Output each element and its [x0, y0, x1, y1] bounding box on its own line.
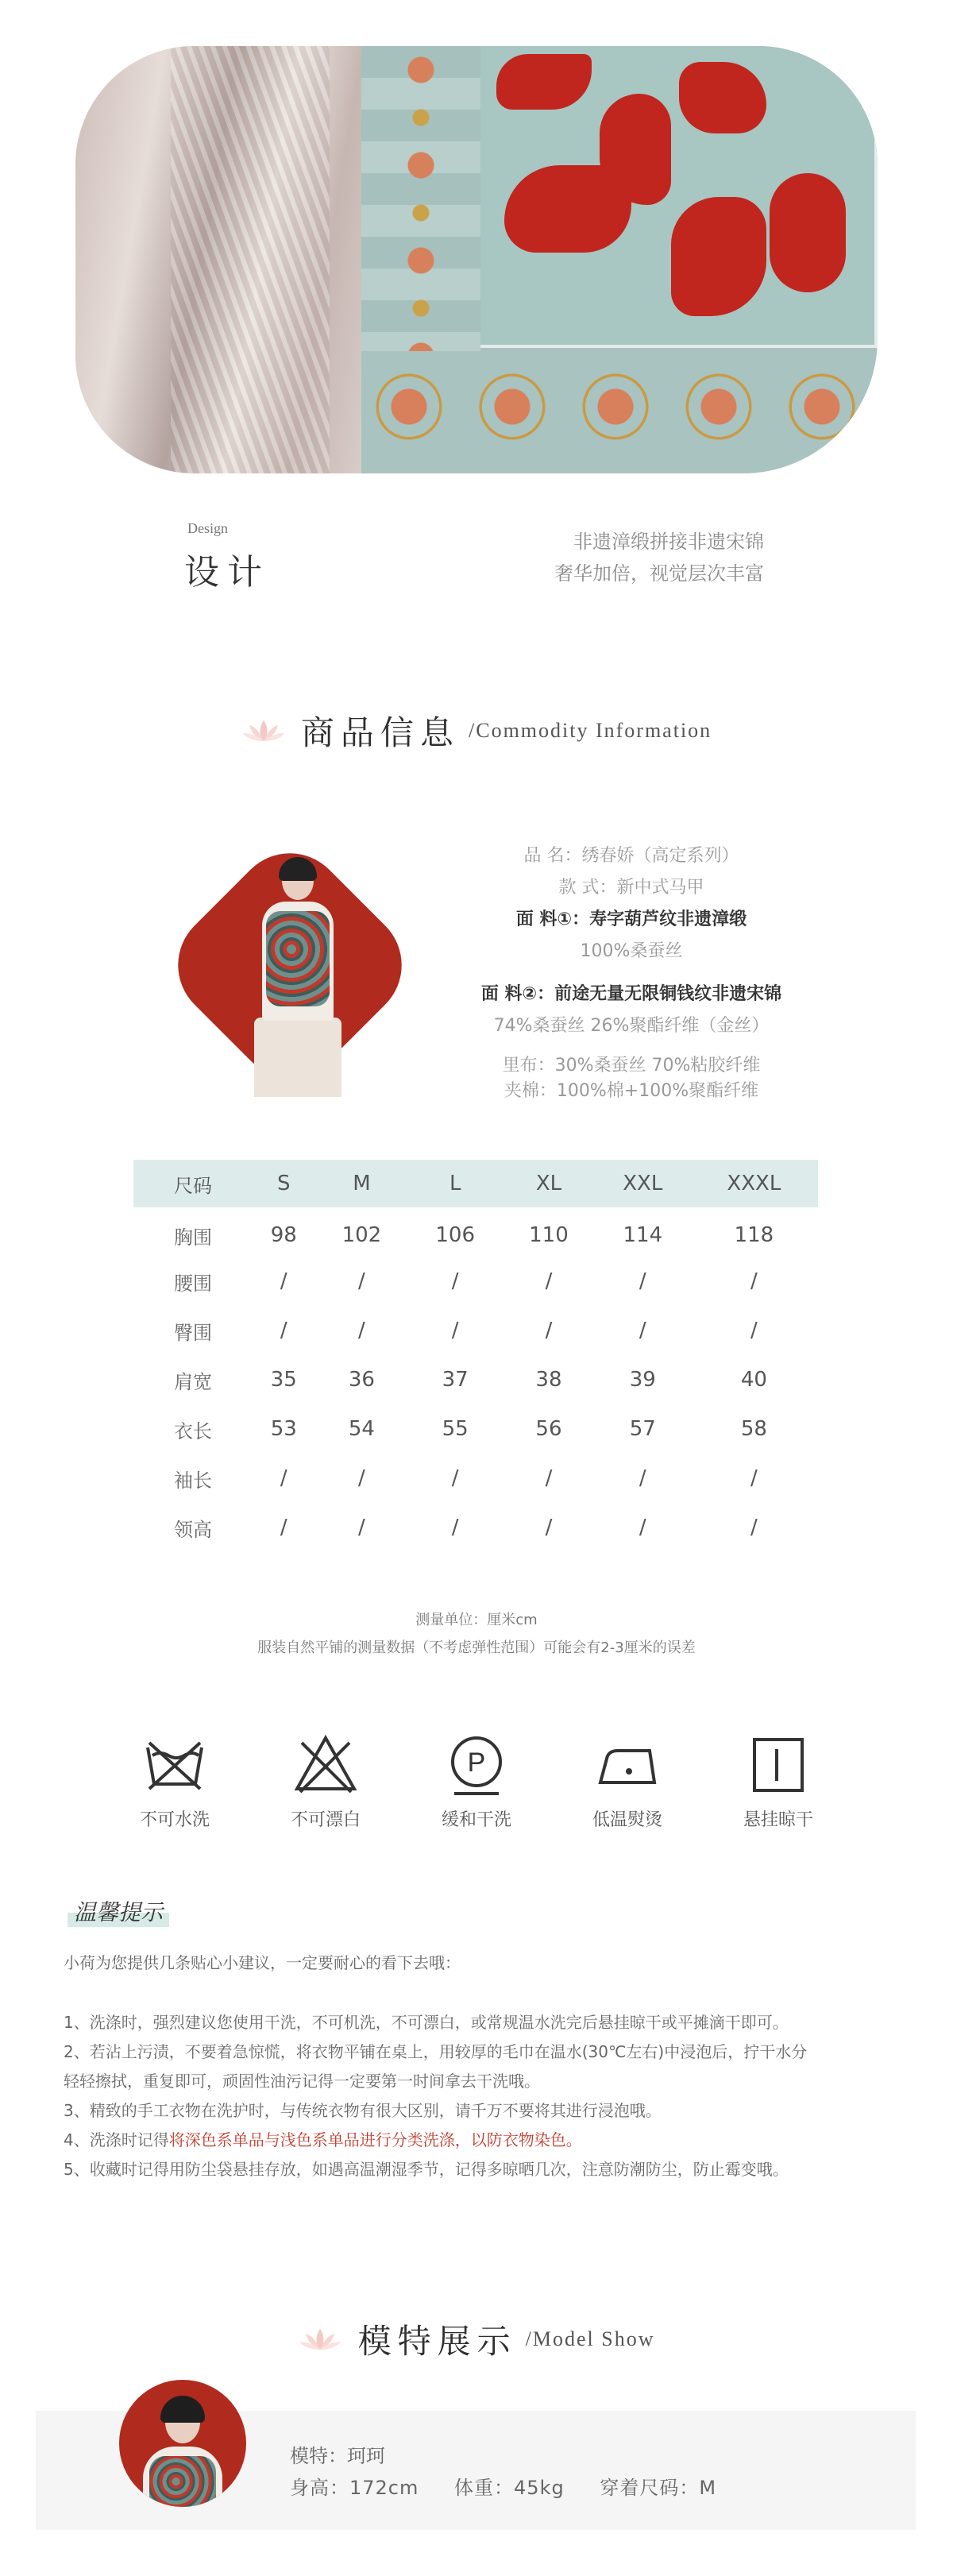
- product-info-block: [445, 840, 818, 1104]
- list-item: 轻轻擦拭，重复即可，顽固性油污记得一定要第一时间拿去干洗哦。: [64, 2072, 540, 2091]
- model-size: 穿着尺码：M: [600, 2477, 717, 2499]
- lotus-icon: [241, 719, 286, 743]
- design-title: 设计: [184, 552, 270, 593]
- fabric-closeup-image: [75, 46, 878, 473]
- care-gentle-dry-clean: P 缓和干洗: [421, 1732, 532, 1831]
- fabric-1-composition: 100%桑蚕丝: [580, 941, 683, 961]
- care-no-bleach: 不可漂白: [270, 1732, 381, 1831]
- fabric-1: 面 料①：寿字葫芦纹非遗漳缎: [515, 910, 747, 929]
- fabric-2: 面 料②：前途无量无限铜钱纹非遗宋锦: [480, 984, 782, 1004]
- longevity-seal-motif: [770, 173, 846, 292]
- no-wash-icon: [141, 1732, 208, 1798]
- design-label-en: Design: [187, 520, 228, 536]
- model-show-header: 模特展示 /Model Show: [0, 2315, 953, 2363]
- tips-title: 温馨提示: [68, 1895, 169, 1927]
- tips-intro: 小荷为您提供几条贴心小建议，一定要耐心的看下去哦：: [64, 1953, 461, 1972]
- list-item: 5、收藏时记得用防尘袋悬挂存放，如遇高温潮湿季节，记得多晾晒几次，注意防潮防尘，防止霉变哦。: [64, 2160, 789, 2179]
- product-style: 款 式：新中式马甲: [558, 878, 704, 898]
- table-row: 臀围 / / / / / /: [174, 1319, 758, 1344]
- model-height: 身高：172cm: [290, 2477, 419, 2499]
- hang-dry-icon: [745, 1732, 812, 1798]
- care-hang-dry: 悬挂晾干: [723, 1732, 834, 1831]
- table-row: 衣长 53 54 55 56 57 58: [174, 1417, 767, 1442]
- model-weight: 体重：45kg: [454, 2477, 565, 2499]
- coin-pattern-band: [361, 351, 878, 473]
- table-row: 胸围 98 102 106 110 114 118: [174, 1223, 774, 1249]
- model-name: 模特：珂珂: [290, 2445, 385, 2467]
- table-row: 肩宽 35 36 37 38 39 40: [174, 1368, 767, 1393]
- size-chart-table: [133, 1160, 818, 1552]
- lotus-icon: [298, 2327, 342, 2351]
- padding-composition: 夹棉：100%棉+100%聚酯纤维: [504, 1081, 759, 1101]
- svg-text:P: P: [467, 1748, 486, 1778]
- fabric-2-composition: 74%桑蚕丝 26%聚酯纤维（金丝）: [493, 1016, 770, 1036]
- avatar: [119, 2380, 246, 2507]
- product-model-photo: [155, 830, 425, 1100]
- color-warning-text: 将深色系单品与浅色系单品进行分类洗涤，以防衣物染色。: [168, 2130, 582, 2149]
- commodity-info-header: 商品信息 /Commodity Information: [0, 707, 953, 755]
- no-bleach-icon: [292, 1732, 359, 1798]
- size-chart-header: 尺码 S M L XL XXL XXXL: [133, 1160, 818, 1207]
- care-no-wash: 不可水洗: [119, 1732, 230, 1831]
- lining-composition: 里布：30%桑蚕丝 70%粘胶纤维: [502, 1056, 761, 1076]
- table-row: 袖长 / / / / / /: [174, 1466, 758, 1492]
- list-item: 2、若沾上污渍，不要着急惊慌，将衣物平铺在桌上，用较厚的毛巾在温水(30℃左右)中浸泡后，拧干水分: [64, 2042, 808, 2061]
- list-item: 4、洗涤时记得将深色系单品与浅色系单品进行分类洗涤，以防衣物染色。: [64, 2130, 582, 2149]
- measurement-error-note: 服装自然平铺的测量数据（不考虑弹性范围）可能会有2-3厘米的误差: [257, 1639, 696, 1656]
- model-figure: [250, 862, 345, 1100]
- care-low-temp-iron: 低温熨烫: [572, 1732, 683, 1831]
- product-name: 品 名：绣春娇（高定系列）: [523, 846, 739, 866]
- table-row: 领高 / / / / / /: [174, 1516, 758, 1541]
- tips-list: [64, 2008, 889, 2184]
- design-description: 非遗漳缎拼接非遗宋锦 奢华加倍，视觉层次丰富: [554, 531, 764, 585]
- model-measurements: [290, 2472, 745, 2500]
- gentle-dry-clean-icon: [443, 1732, 510, 1798]
- low-temp-iron-icon: [594, 1732, 661, 1798]
- list-item: 1、洗涤时，强烈建议您使用干洗，不可机洗，不可漂白，或常规温水洗完后悬挂晾干或平摊滴干即可。: [64, 2013, 789, 2032]
- list-item: 3、精致的手工衣物在洗护时，与传统衣物有很大区别，请千万不要将其进行浸泡哦。: [64, 2101, 662, 2120]
- table-row: 腰围 / / / / / /: [174, 1269, 758, 1295]
- unit-note: 测量单位：厘米cm: [415, 1612, 538, 1628]
